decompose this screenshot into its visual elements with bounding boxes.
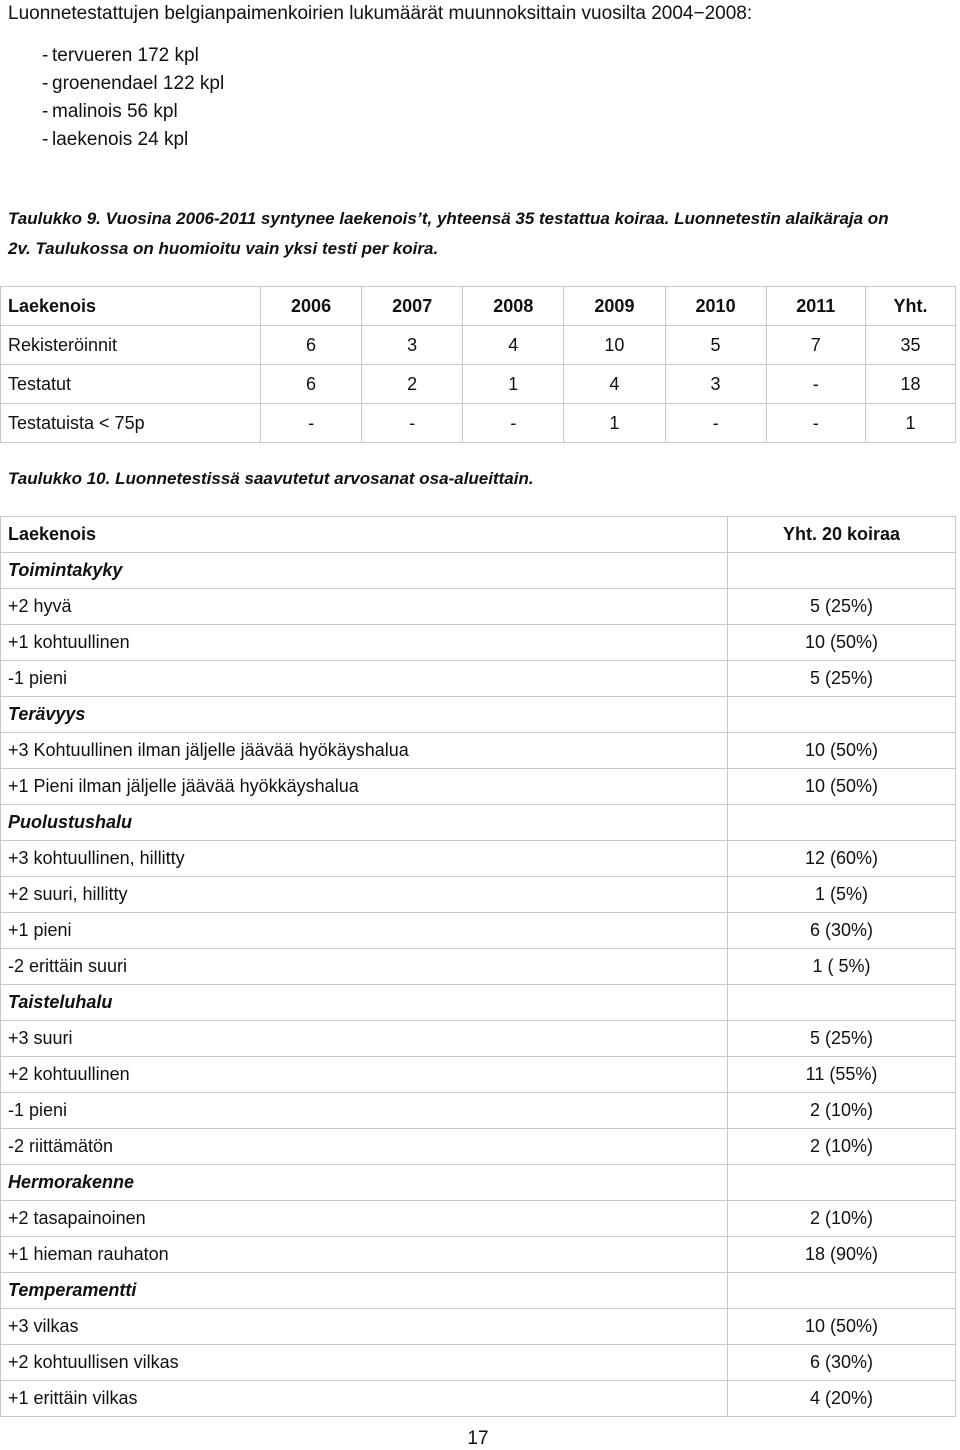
table-header-row [1, 287, 956, 326]
grade-label: +3 vilkas [1, 1309, 728, 1345]
table-row [1, 1057, 956, 1093]
grade-value [728, 553, 956, 589]
table-cell: Testatuista < 75p [1, 404, 261, 443]
table-cell: 2007 [362, 287, 463, 326]
grade-value [728, 1165, 956, 1201]
grade-label: +1 kohtuullinen [1, 625, 728, 661]
table-row [1, 661, 956, 697]
grade-value: 1 (5%) [728, 877, 956, 913]
table-row [1, 1201, 956, 1237]
table-cell: 3 [665, 365, 766, 404]
category-label: Terävyys [1, 697, 728, 733]
grade-value: 2 (10%) [728, 1129, 956, 1165]
table-cell: 2006 [261, 287, 362, 326]
grade-value: 1 ( 5%) [728, 949, 956, 985]
grades-table [0, 516, 956, 1417]
table-row [1, 404, 956, 443]
table-row [1, 877, 956, 913]
category-label: Taisteluhalu [1, 985, 728, 1021]
grade-value: 4 (20%) [728, 1381, 956, 1417]
table-row [1, 589, 956, 625]
grade-value: 2 (10%) [728, 1093, 956, 1129]
grade-label: +3 Kohtuullinen ilman jäljelle jäävää hyökäyshalua [1, 733, 728, 769]
category-label: Toimintakyky [1, 553, 728, 589]
table-row [1, 1309, 956, 1345]
table-header-cell: Laekenois [1, 517, 728, 553]
table-cell: 18 [865, 365, 955, 404]
grade-label: -2 erittäin suuri [1, 949, 728, 985]
grade-label: +2 kohtuullinen [1, 1057, 728, 1093]
table-row [1, 1021, 956, 1057]
table-cell: 2010 [665, 287, 766, 326]
grade-label: +2 suuri, hillitty [1, 877, 728, 913]
table-cell: 4 [463, 326, 564, 365]
table-cell: Laekenois [1, 287, 261, 326]
table-row [1, 769, 956, 805]
table-row [1, 733, 956, 769]
table-row [1, 625, 956, 661]
table-row [1, 365, 956, 404]
table-cell: - [261, 404, 362, 443]
table-header-row [1, 517, 956, 553]
table-row [1, 326, 956, 365]
table-cell: - [766, 365, 865, 404]
intro-section [8, 0, 752, 154]
list-item: - tervueren 172 kpl [42, 45, 199, 66]
breed-list [8, 42, 752, 154]
grade-label: +1 erittäin vilkas [1, 1381, 728, 1417]
table-row [1, 1093, 956, 1129]
grade-value [728, 697, 956, 733]
category-row [1, 1165, 956, 1201]
table-cell: 6 [261, 365, 362, 404]
list-item: - malinois 56 kpl [42, 101, 178, 122]
table-cell: 2 [362, 365, 463, 404]
grade-label: -2 riittämätön [1, 1129, 728, 1165]
table-row [1, 841, 956, 877]
grade-value: 18 (90%) [728, 1237, 956, 1273]
table-cell: 3 [362, 326, 463, 365]
table-cell: 1 [463, 365, 564, 404]
table-cell: 7 [766, 326, 865, 365]
category-row [1, 697, 956, 733]
table-cell: 1 [564, 404, 665, 443]
table-cell: - [766, 404, 865, 443]
list-item: - laekenois 24 kpl [42, 129, 189, 150]
table-cell: - [362, 404, 463, 443]
grade-label: -1 pieni [1, 661, 728, 697]
grade-value: 6 (30%) [728, 913, 956, 949]
registrations-table [0, 286, 956, 443]
category-row [1, 805, 956, 841]
grade-value [728, 1273, 956, 1309]
table-row [1, 1381, 956, 1417]
table-header-cell: Yht. 20 koiraa [728, 517, 956, 553]
grade-value [728, 805, 956, 841]
category-row [1, 1273, 956, 1309]
grade-value: 6 (30%) [728, 1345, 956, 1381]
table-cell: - [463, 404, 564, 443]
table-cell: 4 [564, 365, 665, 404]
grade-label: +1 pieni [1, 913, 728, 949]
grade-value: 10 (50%) [728, 733, 956, 769]
table-cell: 1 [865, 404, 955, 443]
table-cell: 10 [564, 326, 665, 365]
grade-label: +2 kohtuullisen vilkas [1, 1345, 728, 1381]
table10-caption: Taulukko 10. Luonnetestissä saavutetut arvosanat osa-alueittain. [8, 469, 534, 488]
grade-value: 10 (50%) [728, 625, 956, 661]
list-item: - groenendael 122 kpl [42, 73, 225, 94]
grade-value: 5 (25%) [728, 661, 956, 697]
grade-value: 10 (50%) [728, 769, 956, 805]
category-label: Hermorakenne [1, 1165, 728, 1201]
table-row [1, 949, 956, 985]
table-cell: 5 [665, 326, 766, 365]
table-cell: Yht. [865, 287, 955, 326]
grade-value: 5 (25%) [728, 1021, 956, 1057]
grade-label: +1 Pieni ilman jäljelle jäävää hyökkäyshalua [1, 769, 728, 805]
table-row [1, 913, 956, 949]
category-row [1, 985, 956, 1021]
page-number: 17 [467, 1428, 489, 1449]
grade-label: +3 kohtuullinen, hillitty [1, 841, 728, 877]
grade-label: +2 tasapainoinen [1, 1201, 728, 1237]
table-cell: Testatut [1, 365, 261, 404]
grade-value: 5 (25%) [728, 589, 956, 625]
category-label: Temperamentti [1, 1273, 728, 1309]
table-cell: Rekisteröinnit [1, 326, 261, 365]
category-row [1, 553, 956, 589]
grade-value: 2 (10%) [728, 1201, 956, 1237]
table-cell: 35 [865, 326, 955, 365]
grade-value: 11 (55%) [728, 1057, 956, 1093]
table-row [1, 1345, 956, 1381]
grade-value: 12 (60%) [728, 841, 956, 877]
grade-value: 10 (50%) [728, 1309, 956, 1345]
grade-label: +1 hieman rauhaton [1, 1237, 728, 1273]
grade-label: +2 hyvä [1, 589, 728, 625]
table-row [1, 1129, 956, 1165]
intro-title: Luonnetestattujen belgianpaimenkoirien lukumäärät muunnoksittain vuosilta 2004−2008: [8, 3, 753, 24]
grade-label: +3 suuri [1, 1021, 728, 1057]
table-row [1, 1237, 956, 1273]
category-label: Puolustushalu [1, 805, 728, 841]
grade-label: -1 pieni [1, 1093, 728, 1129]
table-cell: - [665, 404, 766, 443]
table-cell: 2009 [564, 287, 665, 326]
table-cell: 2011 [766, 287, 865, 326]
table9-caption: Taulukko 9. Vuosina 2006-2011 syntynee laekenois’t, yhteensä 35 testattua koiraa. Luonnetestin alaikäraja on 2v. Taulukossa on huomioitu vain yksi testi per koira. [8, 209, 889, 258]
table-cell: 2008 [463, 287, 564, 326]
grade-value [728, 985, 956, 1021]
table-cell: 6 [261, 326, 362, 365]
